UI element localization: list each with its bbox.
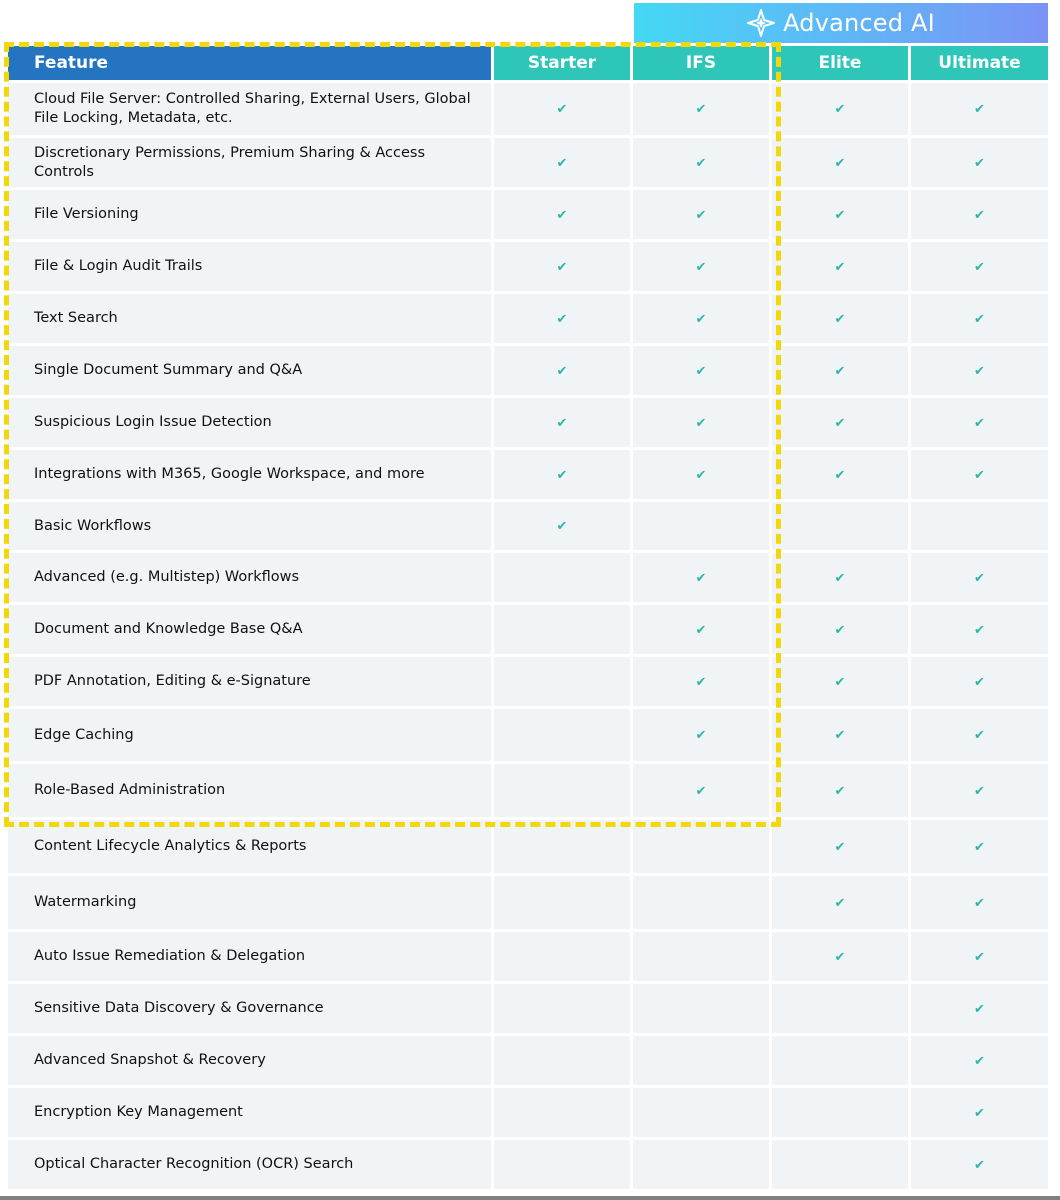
check-icon: ✔ xyxy=(834,622,846,638)
check-cell-starter xyxy=(494,447,633,499)
check-cell-ifs xyxy=(633,654,772,706)
check-cell-ultimate xyxy=(911,929,1048,981)
header-elite: Elite xyxy=(772,46,911,80)
check-cell-ultimate xyxy=(911,447,1048,499)
check-icon: ✔ xyxy=(695,363,707,379)
check-cell-ifs xyxy=(633,135,772,187)
check-icon: ✔ xyxy=(556,102,568,117)
check-cell-elite xyxy=(772,239,911,291)
check-cell-starter xyxy=(494,550,633,602)
check-cell-starter xyxy=(494,1085,633,1137)
check-cell-starter xyxy=(494,602,633,654)
check-icon: ✔ xyxy=(695,622,707,638)
check-cell-elite xyxy=(772,706,911,761)
table-row xyxy=(8,873,1048,929)
check-cell-ultimate xyxy=(911,817,1048,873)
check-cell-ifs xyxy=(633,1033,772,1085)
check-cell-elite xyxy=(772,80,911,135)
check-cell-elite xyxy=(772,761,911,817)
check-cell-ifs xyxy=(633,80,772,135)
feature-cell: Document and Knowledge Base Q&A xyxy=(8,602,494,654)
check-cell-ultimate xyxy=(911,291,1048,343)
feature-cell: Edge Caching xyxy=(8,706,494,761)
check-icon: ✔ xyxy=(974,311,985,327)
check-icon: ✔ xyxy=(974,895,985,911)
check-icon: ✔ xyxy=(974,1157,985,1173)
feature-cell: File Versioning xyxy=(8,187,494,239)
check-cell-starter xyxy=(494,873,633,929)
feature-cell: Watermarking xyxy=(8,873,494,929)
check-icon: ✔ xyxy=(974,949,985,965)
check-icon: ✔ xyxy=(974,415,985,431)
table-row xyxy=(8,981,1048,1033)
check-icon: ✔ xyxy=(834,363,846,379)
check-icon: ✔ xyxy=(834,674,846,690)
table-row xyxy=(8,817,1048,873)
check-cell-ifs xyxy=(633,981,772,1033)
check-cell-elite xyxy=(772,187,911,239)
check-icon: ✔ xyxy=(834,155,846,171)
feature-comparison-table-wrap xyxy=(8,46,1048,1189)
check-cell-elite xyxy=(772,135,911,187)
check-icon: ✔ xyxy=(974,259,985,275)
check-cell-ifs xyxy=(633,550,772,602)
check-icon: ✔ xyxy=(834,949,846,965)
check-icon: ✔ xyxy=(695,570,707,586)
check-icon: ✔ xyxy=(695,674,707,690)
sparkle-icon xyxy=(747,9,775,37)
check-cell-ultimate xyxy=(911,499,1048,550)
check-icon: ✔ xyxy=(974,839,985,855)
feature-cell: Basic Workflows xyxy=(8,499,494,550)
table-row xyxy=(8,929,1048,981)
check-cell-elite xyxy=(772,499,911,550)
check-cell-starter xyxy=(494,291,633,343)
check-cell-ultimate xyxy=(911,1137,1048,1189)
check-cell-ultimate xyxy=(911,550,1048,602)
check-cell-ultimate xyxy=(911,654,1048,706)
check-cell-ifs xyxy=(633,873,772,929)
check-icon: ✔ xyxy=(974,155,985,171)
check-icon: ✔ xyxy=(834,570,846,586)
table-row xyxy=(8,706,1048,761)
check-icon: ✔ xyxy=(834,415,846,431)
feature-cell: Content Lifecycle Analytics & Reports xyxy=(8,817,494,873)
check-cell-elite xyxy=(772,447,911,499)
check-cell-elite xyxy=(772,1033,911,1085)
check-cell-ultimate xyxy=(911,239,1048,291)
check-icon: ✔ xyxy=(974,728,985,743)
check-cell-ifs xyxy=(633,761,772,817)
check-cell-ultimate xyxy=(911,187,1048,239)
check-cell-ultimate xyxy=(911,135,1048,187)
table-row xyxy=(8,602,1048,654)
check-cell-starter xyxy=(494,706,633,761)
check-cell-elite xyxy=(772,343,911,395)
check-cell-starter xyxy=(494,1137,633,1189)
check-cell-starter xyxy=(494,395,633,447)
check-icon: ✔ xyxy=(556,155,568,171)
feature-cell: Cloud File Server: Controlled Sharing, External Users, Global File Locking, Metadata, etc. xyxy=(8,80,494,135)
header-ultimate: Ultimate xyxy=(911,46,1048,80)
check-icon: ✔ xyxy=(695,783,707,799)
check-icon: ✔ xyxy=(556,415,568,431)
check-icon: ✔ xyxy=(974,622,985,638)
check-icon: ✔ xyxy=(834,728,846,743)
check-icon: ✔ xyxy=(974,467,985,483)
check-icon: ✔ xyxy=(974,1001,985,1017)
check-icon: ✔ xyxy=(695,311,707,327)
feature-cell: PDF Annotation, Editing & e-Signature xyxy=(8,654,494,706)
check-cell-ifs xyxy=(633,602,772,654)
check-cell-elite xyxy=(772,981,911,1033)
table-row xyxy=(8,343,1048,395)
check-icon: ✔ xyxy=(834,311,846,327)
check-icon: ✔ xyxy=(556,311,568,327)
table-row xyxy=(8,1085,1048,1137)
feature-cell: Auto Issue Remediation & Delegation xyxy=(8,929,494,981)
table-row xyxy=(8,447,1048,499)
check-icon: ✔ xyxy=(695,155,707,171)
feature-cell: Suspicious Login Issue Detection xyxy=(8,395,494,447)
check-icon: ✔ xyxy=(556,519,568,534)
check-cell-ultimate xyxy=(911,602,1048,654)
check-icon: ✔ xyxy=(974,1053,985,1069)
table-row xyxy=(8,761,1048,817)
check-icon: ✔ xyxy=(974,1105,985,1121)
check-cell-starter xyxy=(494,654,633,706)
check-cell-ifs xyxy=(633,1085,772,1137)
check-icon: ✔ xyxy=(695,207,707,223)
check-icon: ✔ xyxy=(834,467,846,483)
check-cell-starter xyxy=(494,80,633,135)
table-body xyxy=(8,80,1048,1189)
check-icon: ✔ xyxy=(834,783,846,799)
feature-cell: Advanced (e.g. Multistep) Workflows xyxy=(8,550,494,602)
check-icon: ✔ xyxy=(974,674,985,690)
check-icon: ✔ xyxy=(556,467,568,483)
table-row xyxy=(8,550,1048,602)
table-row xyxy=(8,291,1048,343)
check-cell-starter xyxy=(494,343,633,395)
feature-cell: Text Search xyxy=(8,291,494,343)
check-icon: ✔ xyxy=(556,207,568,223)
table-row xyxy=(8,187,1048,239)
check-cell-elite xyxy=(772,817,911,873)
check-cell-elite xyxy=(772,929,911,981)
table-row xyxy=(8,135,1048,187)
feature-cell: File & Login Audit Trails xyxy=(8,239,494,291)
check-cell-ultimate xyxy=(911,873,1048,929)
check-cell-ifs xyxy=(633,291,772,343)
check-cell-ifs xyxy=(633,447,772,499)
header-feature: Feature xyxy=(8,46,494,80)
check-icon: ✔ xyxy=(974,570,985,586)
check-cell-elite xyxy=(772,550,911,602)
feature-cell: Single Document Summary and Q&A xyxy=(8,343,494,395)
advanced-ai-banner xyxy=(634,3,1048,43)
check-cell-ultimate xyxy=(911,395,1048,447)
feature-cell: Integrations with M365, Google Workspace, and more xyxy=(8,447,494,499)
check-cell-starter xyxy=(494,135,633,187)
check-cell-ifs xyxy=(633,1137,772,1189)
check-icon: ✔ xyxy=(974,783,985,799)
feature-cell: Encryption Key Management xyxy=(8,1085,494,1137)
check-cell-starter xyxy=(494,929,633,981)
bottom-divider xyxy=(0,1196,1060,1200)
check-cell-elite xyxy=(772,654,911,706)
check-icon: ✔ xyxy=(695,415,707,431)
table-row xyxy=(8,395,1048,447)
feature-cell: Optical Character Recognition (OCR) Search xyxy=(8,1137,494,1189)
feature-cell: Discretionary Permissions, Premium Sharing & Access Controls xyxy=(8,135,494,187)
check-cell-starter xyxy=(494,499,633,550)
check-cell-ifs xyxy=(633,239,772,291)
check-cell-ifs xyxy=(633,706,772,761)
check-cell-starter xyxy=(494,239,633,291)
table-row xyxy=(8,1033,1048,1085)
table-row xyxy=(8,1137,1048,1189)
check-cell-ifs xyxy=(633,499,772,550)
banner-label: Advanced AI xyxy=(783,9,935,37)
check-icon: ✔ xyxy=(834,207,846,223)
check-icon: ✔ xyxy=(834,259,846,275)
check-icon: ✔ xyxy=(974,102,985,117)
check-icon: ✔ xyxy=(695,728,707,743)
check-cell-ultimate xyxy=(911,343,1048,395)
check-cell-elite xyxy=(772,291,911,343)
check-cell-ultimate xyxy=(911,1033,1048,1085)
check-cell-ultimate xyxy=(911,80,1048,135)
check-icon: ✔ xyxy=(556,363,568,379)
header-row xyxy=(8,46,1048,80)
check-cell-starter xyxy=(494,761,633,817)
table-row xyxy=(8,654,1048,706)
check-cell-ifs xyxy=(633,817,772,873)
check-icon: ✔ xyxy=(834,895,846,911)
header-ifs: IFS xyxy=(633,46,772,80)
check-cell-elite xyxy=(772,395,911,447)
check-cell-starter xyxy=(494,981,633,1033)
feature-comparison-table xyxy=(8,46,1048,1189)
feature-cell: Sensitive Data Discovery & Governance xyxy=(8,981,494,1033)
check-icon: ✔ xyxy=(974,207,985,223)
check-icon: ✔ xyxy=(695,102,707,117)
check-icon: ✔ xyxy=(834,839,846,855)
header-starter: Starter xyxy=(494,46,633,80)
check-cell-elite xyxy=(772,1137,911,1189)
check-cell-ultimate xyxy=(911,1085,1048,1137)
check-icon: ✔ xyxy=(695,259,707,275)
table-row xyxy=(8,239,1048,291)
feature-cell: Role-Based Administration xyxy=(8,761,494,817)
check-cell-starter xyxy=(494,1033,633,1085)
check-icon: ✔ xyxy=(974,363,985,379)
check-cell-elite xyxy=(772,873,911,929)
check-cell-ifs xyxy=(633,187,772,239)
check-icon: ✔ xyxy=(556,259,568,275)
check-cell-ifs xyxy=(633,929,772,981)
table-row xyxy=(8,80,1048,135)
check-cell-starter xyxy=(494,817,633,873)
check-cell-ultimate xyxy=(911,761,1048,817)
check-cell-ultimate xyxy=(911,706,1048,761)
check-cell-elite xyxy=(772,602,911,654)
table-row xyxy=(8,499,1048,550)
check-icon: ✔ xyxy=(834,102,846,117)
check-cell-ultimate xyxy=(911,981,1048,1033)
check-cell-ifs xyxy=(633,395,772,447)
check-cell-starter xyxy=(494,187,633,239)
check-cell-elite xyxy=(772,1085,911,1137)
check-cell-ifs xyxy=(633,343,772,395)
feature-cell: Advanced Snapshot & Recovery xyxy=(8,1033,494,1085)
check-icon: ✔ xyxy=(695,467,707,483)
